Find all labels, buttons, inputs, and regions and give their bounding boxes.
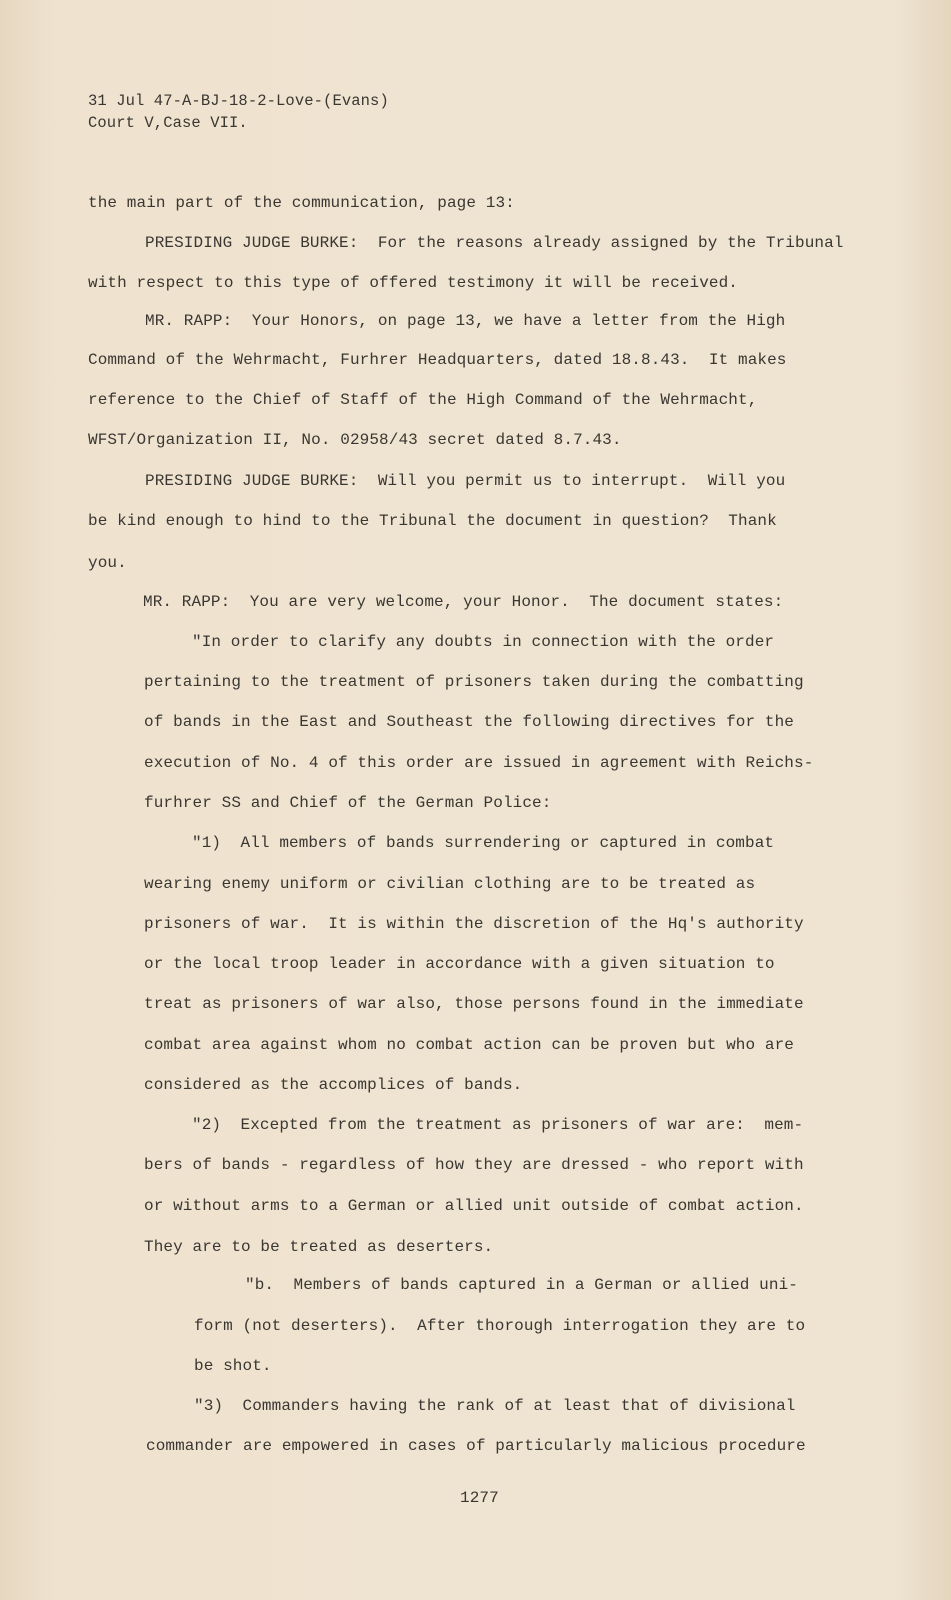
text-line: PRESIDING JUDGE BURKE: For the reasons already assigned by the Tribunal [145, 234, 844, 252]
text-line: of bands in the East and Southeast the following directives for the [144, 713, 795, 731]
text-line: combat area against whom no combat action can be proven but who are [144, 1036, 795, 1054]
text-line: the main part of the communication, page 13: [88, 194, 515, 212]
text-line: "In order to clarify any doubts in connection with the order [192, 633, 775, 651]
text-line: or the local troop leader in accordance with a given situation to [144, 955, 775, 973]
text-line: They are to be treated as deserters. [144, 1238, 494, 1256]
page-number: 1277 [460, 1489, 499, 1507]
text-line: Command of the Wehrmacht, Furhrer Headquarters, dated 18.8.43. It makes [88, 351, 787, 369]
text-line: be shot. [194, 1357, 272, 1375]
text-line: "3) Commanders having the rank of at least that of divisional [194, 1397, 796, 1415]
text-line: PRESIDING JUDGE BURKE: Will you permit us to interrupt. Will you [145, 472, 786, 490]
text-line: reference to the Chief of Staff of the High Command of the Wehrmacht, [88, 391, 758, 409]
text-line: "b. Members of bands captured in a German or allied uni- [245, 1276, 798, 1294]
text-line: wearing enemy uniform or civilian clothing are to be treated as [144, 875, 756, 893]
text-line: furhrer SS and Chief of the German Police: [144, 794, 552, 812]
text-line: form (not deserters). After thorough interrogation they are to [194, 1317, 806, 1335]
text-line: WFST/Organization II, No. 02958/43 secret dated 8.7.43. [88, 431, 622, 449]
text-line: MR. RAPP: You are very welcome, your Honor. The document states: [143, 593, 784, 611]
text-line: execution of No. 4 of this order are issued in agreement with Reichs- [144, 754, 814, 772]
text-line: you. [88, 554, 127, 572]
text-line: or without arms to a German or allied unit outside of combat action. [144, 1197, 804, 1215]
text-line: MR. RAPP: Your Honors, on page 13, we have a letter from the High [145, 312, 786, 330]
text-line: pertaining to the treatment of prisoners taken during the combatting [144, 673, 804, 691]
text-line: considered as the accomplices of bands. [144, 1076, 523, 1094]
text-line: with respect to this type of offered testimony it will be received. [88, 274, 739, 292]
text-line: "2) Excepted from the treatment as prisoners of war are: mem- [192, 1116, 804, 1134]
text-line: bers of bands - regardless of how they are dressed - who report with [144, 1156, 804, 1174]
text-line: be kind enough to hind to the Tribunal the document in question? Thank [88, 512, 777, 530]
header-court-case: Court V,Case VII. [88, 114, 248, 132]
header-reference: 31 Jul 47-A-BJ-18-2-Love-(Evans) [88, 92, 389, 110]
text-line: prisoners of war. It is within the discretion of the Hq's authority [144, 915, 804, 933]
text-line: "1) All members of bands surrendering or captured in combat [192, 834, 775, 852]
text-line: commander are empowered in cases of particularly malicious procedure [146, 1437, 806, 1455]
text-line: treat as prisoners of war also, those persons found in the immediate [144, 995, 804, 1013]
